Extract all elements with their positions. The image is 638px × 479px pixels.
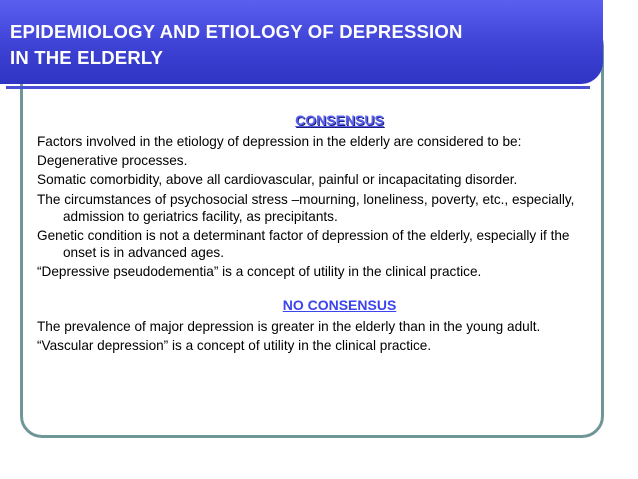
no-consensus-heading: NO CONSENSUS [282,296,397,313]
consensus-item: Degenerative processes. [37,153,188,169]
slide-title-line-1: EPIDEMIOLOGY AND ETIOLOGY OF DEPRESSION [10,21,463,42]
consensus-item: Somatic comorbidity, above all cardiovascular, painful or incapacitating disorder. [37,172,518,188]
consensus-heading: CONSENSUS [295,112,384,128]
title-bar [0,0,603,84]
slide-body [37,112,597,356]
no-consensus-item: The prevalence of major depression is greater in the elderly than in the young adult. [37,318,541,334]
consensus-item: “Depressive pseudodementia” is a concept of utility in the clinical practice. [37,264,482,280]
no-consensus-item: “Vascular depression” is a concept of utility in the clinical practice. [37,337,432,353]
slide-title-line-2: IN THE ELDERLY [10,47,164,68]
consensus-item: Genetic condition is not a determinant factor of depression of the elderly, especially if the onset is in advanced ages. [37,228,570,261]
consensus-item: The circumstances of psychosocial stress –mourning, loneliness, poverty, etc., especially, admission to geriatrics facility, as precipitants. [37,191,575,224]
title-underline [6,86,590,89]
consensus-item: Factors involved in the etiology of depression in the elderly are considered to be: [37,134,522,149]
